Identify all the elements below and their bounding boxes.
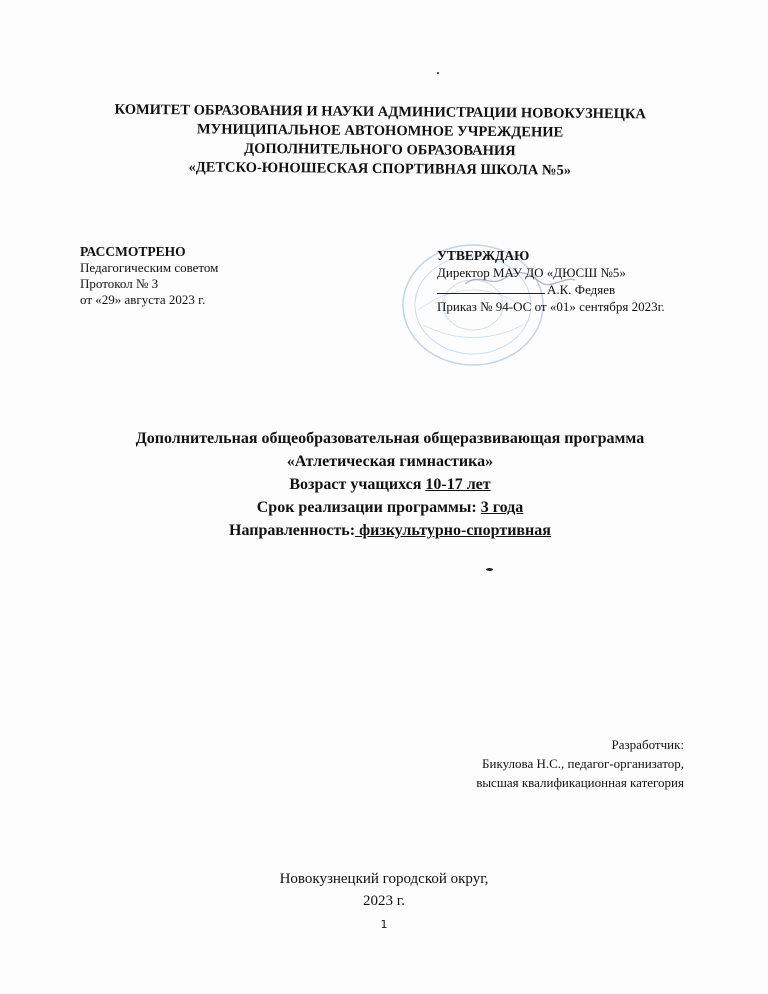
approved-heading: УТВЕРЖДАЮ xyxy=(437,248,530,263)
program-title-block xyxy=(70,427,710,542)
direction-value: физкультурно-спортивная xyxy=(355,522,551,539)
program-direction xyxy=(70,519,710,542)
term-label: Срок реализации программы: xyxy=(256,499,481,516)
scan-smudge xyxy=(486,568,493,571)
program-line-1: Дополнительная общеобразовательная общеразвивающая программа xyxy=(135,430,645,447)
header-line-4: «ДЕТСКО-ЮНОШЕСКАЯ СПОРТИВНАЯ ШКОЛА №5» xyxy=(188,159,572,179)
developer-label: Разработчик: xyxy=(611,737,684,752)
approved-signer: А.К. Федяев xyxy=(547,282,616,297)
footer-city: Новокузнецкий городской округ, xyxy=(279,871,489,887)
header-line-3: ДОПОЛНИТЕЛЬНОГО ОБРАЗОВАНИЯ xyxy=(244,140,516,160)
program-term xyxy=(70,496,710,519)
developer-name: Бикулова Н.С., педагог-организатор, xyxy=(482,756,684,771)
age-value: 10-17 лет xyxy=(425,476,491,493)
considered-line-1: Педагогическим советом xyxy=(80,260,219,275)
considered-line-2: Протокол № 3 xyxy=(80,276,159,291)
considered-heading: РАССМОТРЕНО xyxy=(80,244,186,259)
institution-header xyxy=(60,100,701,182)
approved-line-3: Приказ № 94-ОС от «01» сентября 2023г. xyxy=(437,299,665,314)
approved-line-1: Директор МАУ ДО «ДЮСШ №5» xyxy=(437,265,626,280)
developer-block xyxy=(476,735,684,792)
signature-line xyxy=(437,293,545,294)
page-number: 1 xyxy=(380,918,388,931)
header-line-1: КОМИТЕТ ОБРАЗОВАНИЯ И НАУКИ АДМИНИСТРАЦИИ НОВОКУЗНЕЦКА xyxy=(114,101,647,123)
age-label: Возраст учащихся xyxy=(289,476,426,493)
considered-line-3: от «29» августа 2023 г. xyxy=(80,292,206,307)
approved-block xyxy=(437,247,665,315)
document-footer xyxy=(0,868,768,912)
program-age xyxy=(70,473,710,496)
term-value: 3 года xyxy=(480,499,524,516)
program-line-2: «Атлетическая гимнастика» xyxy=(286,453,494,470)
direction-label: Направленность: xyxy=(229,522,356,539)
considered-block xyxy=(80,244,218,308)
header-line-2: МУНИЦИПАЛЬНОЕ АВТОНОМНОЕ УЧРЕЖДЕНИЕ xyxy=(196,121,564,141)
approved-signer-line xyxy=(437,281,665,298)
developer-category: высшая квалификационная категория xyxy=(476,775,684,790)
scan-dot xyxy=(437,72,439,74)
footer-year: 2023 г. xyxy=(363,893,405,909)
